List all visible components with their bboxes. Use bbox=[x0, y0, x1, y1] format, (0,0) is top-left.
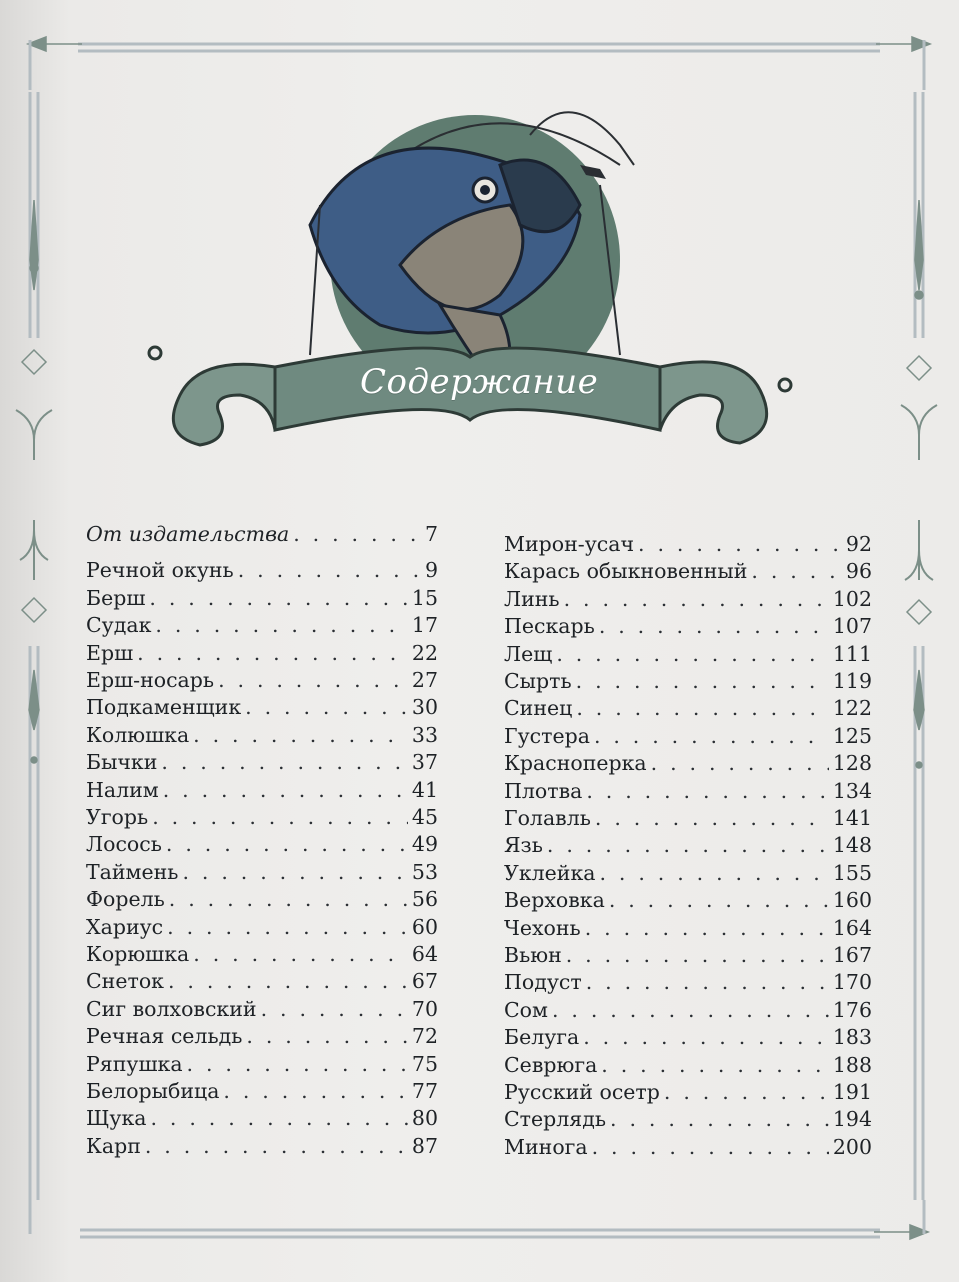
toc-entry-page-number: 27 bbox=[411, 668, 438, 692]
toc-entry-title: Подкаменщик bbox=[86, 695, 242, 720]
toc-entry-title: Сырть bbox=[504, 669, 572, 693]
toc-entry-title: Лосось bbox=[86, 832, 162, 857]
toc-entry-title: Плотва bbox=[504, 778, 583, 803]
toc-entry-title: Снеток bbox=[86, 969, 164, 994]
toc-entry-page-number: 67 bbox=[411, 969, 438, 994]
dot-leader bbox=[583, 1023, 829, 1051]
dot-leader bbox=[293, 520, 421, 548]
dot-leader bbox=[151, 1104, 408, 1132]
toc-entry-page-number: 141 bbox=[832, 806, 872, 830]
toc-entry-page-number: 70 bbox=[411, 996, 438, 1021]
dot-leader bbox=[576, 694, 829, 722]
dot-leader bbox=[638, 530, 842, 558]
dot-leader bbox=[182, 858, 407, 886]
toc-entry-title: Хариус bbox=[86, 914, 164, 939]
toc-entry-title: Речной окунь bbox=[86, 558, 234, 583]
toc-entry-title: Карп bbox=[86, 1133, 141, 1158]
toc-entry-page-number: 194 bbox=[832, 1107, 872, 1132]
toc-entry bbox=[86, 693, 438, 721]
dot-leader bbox=[246, 1022, 408, 1050]
toc-entry-page-number: 45 bbox=[411, 805, 438, 829]
toc-entry-page-number: 53 bbox=[411, 859, 438, 884]
toc-entry bbox=[504, 1051, 872, 1079]
toc-entry-page-number: 22 bbox=[411, 640, 438, 665]
dot-leader bbox=[547, 831, 829, 859]
toc-entry-page-number: 92 bbox=[845, 532, 872, 556]
dot-leader bbox=[218, 666, 408, 694]
dot-leader bbox=[595, 804, 829, 832]
toc-entry bbox=[504, 640, 872, 668]
toc-entry-page-number: 176 bbox=[832, 997, 872, 1022]
toc-entry-title: Сом bbox=[504, 997, 548, 1022]
toc-entry-page-number: 167 bbox=[832, 943, 872, 967]
toc-entry-title: Верховка bbox=[504, 888, 605, 913]
toc-entry bbox=[504, 968, 872, 996]
toc-entry-page-number: 77 bbox=[411, 1079, 438, 1103]
toc-entry bbox=[504, 914, 872, 942]
dot-leader bbox=[601, 1051, 829, 1079]
toc-entry-title: Таймень bbox=[86, 859, 179, 884]
dot-leader bbox=[245, 693, 408, 721]
toc-entry-title: Пескарь bbox=[504, 614, 595, 639]
toc-entry-page-number: 87 bbox=[411, 1133, 438, 1158]
toc-entry bbox=[86, 1022, 438, 1050]
toc-entry-page-number: 160 bbox=[832, 888, 872, 913]
dot-leader bbox=[168, 967, 408, 995]
toc-entry bbox=[86, 830, 438, 858]
toc-entry-title: Ерш-носарь bbox=[86, 668, 215, 692]
toc-entry bbox=[504, 667, 872, 695]
toc-entry bbox=[504, 1078, 872, 1106]
toc-entry bbox=[86, 858, 438, 886]
toc-entry-page-number: 111 bbox=[832, 641, 872, 666]
toc-entry bbox=[504, 749, 872, 777]
toc-entry-title: Ерш bbox=[86, 640, 134, 665]
toc-entry bbox=[86, 913, 438, 941]
toc-entry bbox=[86, 1132, 438, 1160]
page-heading: Содержание bbox=[360, 362, 599, 402]
dot-leader bbox=[576, 667, 829, 695]
dot-leader bbox=[610, 1105, 829, 1133]
toc-entry bbox=[86, 611, 438, 639]
dot-leader bbox=[238, 556, 421, 584]
toc-entry bbox=[86, 995, 438, 1023]
toc-entry-title: Минога bbox=[504, 1134, 588, 1159]
dot-leader bbox=[163, 776, 408, 804]
toc-entry-page-number: 188 bbox=[832, 1052, 872, 1077]
toc-entry-title: Колюшка bbox=[86, 722, 190, 747]
toc-entry-title: Голавль bbox=[504, 806, 591, 830]
dot-leader bbox=[193, 940, 408, 968]
toc-entry bbox=[86, 1104, 438, 1132]
toc-entry-page-number: 37 bbox=[411, 750, 438, 775]
toc-entry-title: Щука bbox=[86, 1106, 147, 1131]
toc-entry-page-number: 96 bbox=[845, 559, 872, 584]
toc-entry bbox=[504, 1023, 872, 1051]
toc-entry bbox=[86, 776, 438, 804]
toc-entry bbox=[504, 996, 872, 1024]
dot-leader bbox=[149, 584, 408, 612]
toc-entry-page-number: 80 bbox=[411, 1106, 438, 1131]
toc-entry bbox=[86, 520, 438, 548]
dot-leader bbox=[585, 914, 829, 942]
toc-entry-title: Белорыбица bbox=[86, 1079, 220, 1103]
toc-entry-page-number: 148 bbox=[832, 833, 872, 858]
toc-entry-title: Налим bbox=[86, 777, 159, 802]
toc-entry bbox=[86, 967, 438, 995]
toc-entry-page-number: 64 bbox=[411, 942, 438, 966]
dot-leader bbox=[167, 913, 408, 941]
toc-entry-title: Густера bbox=[504, 723, 590, 748]
dot-leader bbox=[751, 557, 842, 585]
dot-leader bbox=[594, 722, 829, 750]
dot-leader bbox=[145, 1132, 408, 1160]
toc-entry-title: Белуга bbox=[504, 1025, 580, 1050]
toc-entry-page-number: 17 bbox=[411, 613, 438, 638]
toc-entry bbox=[86, 748, 438, 776]
toc-entry-page-number: 7 bbox=[424, 522, 438, 546]
toc-entry-page-number: 49 bbox=[411, 832, 438, 857]
toc-entry bbox=[86, 584, 438, 612]
toc-entry bbox=[504, 694, 872, 722]
toc-entry-title: Карась обыкновенный bbox=[504, 559, 748, 584]
toc-entry bbox=[504, 804, 872, 832]
toc-entry bbox=[504, 886, 872, 914]
toc-entry-title: Бычки bbox=[86, 750, 158, 775]
toc-entry bbox=[86, 639, 438, 667]
toc-entry-title: Чехонь bbox=[504, 915, 581, 940]
toc-entry bbox=[504, 1105, 872, 1133]
dot-leader bbox=[586, 777, 829, 805]
toc-entry-page-number: 41 bbox=[411, 777, 438, 802]
toc-entry-title: Севрюга bbox=[504, 1052, 598, 1077]
toc-entry bbox=[504, 530, 872, 558]
dot-leader bbox=[187, 1050, 408, 1078]
toc-entry-page-number: 102 bbox=[832, 586, 872, 611]
dot-leader bbox=[161, 748, 407, 776]
toc-entry-title: Русский осетр bbox=[504, 1080, 660, 1104]
dot-leader bbox=[564, 585, 829, 613]
toc-entry bbox=[504, 557, 872, 585]
toc-entry bbox=[504, 777, 872, 805]
toc-entry-title: От издательства bbox=[86, 522, 290, 546]
toc-entry-page-number: 191 bbox=[832, 1080, 872, 1104]
toc-entry-page-number: 200 bbox=[832, 1134, 872, 1159]
toc-entry-page-number: 155 bbox=[832, 860, 872, 885]
dot-leader bbox=[223, 1077, 407, 1105]
dot-leader bbox=[592, 1133, 829, 1161]
toc-entry-title: Лещ bbox=[504, 641, 553, 666]
toc-entry-page-number: 72 bbox=[411, 1024, 438, 1049]
toc-entry-title: Сиг волховский bbox=[86, 996, 257, 1021]
toc-entry-page-number: 56 bbox=[411, 887, 438, 912]
dot-leader bbox=[261, 995, 408, 1023]
toc-entry-title: Корюшка bbox=[86, 942, 190, 966]
toc-entry-title: Линь bbox=[504, 586, 560, 611]
dot-leader bbox=[651, 749, 829, 777]
toc-entry-page-number: 183 bbox=[832, 1025, 872, 1050]
toc-entry bbox=[504, 831, 872, 859]
toc-entry-page-number: 164 bbox=[832, 915, 872, 940]
toc-entry-title: Синец bbox=[504, 696, 573, 721]
toc-entry bbox=[504, 859, 872, 887]
toc-entry bbox=[86, 721, 438, 749]
toc-entry-page-number: 33 bbox=[411, 722, 438, 747]
toc-entry-title: Мирон-усач bbox=[504, 532, 635, 556]
toc-entry-title: Стерлядь bbox=[504, 1107, 607, 1132]
dot-leader bbox=[166, 830, 408, 858]
dot-leader bbox=[137, 639, 408, 667]
toc-entry bbox=[504, 941, 872, 969]
dot-leader bbox=[552, 996, 829, 1024]
dot-leader bbox=[152, 803, 408, 831]
toc-entry-page-number: 107 bbox=[832, 614, 872, 639]
toc-entry-page-number: 134 bbox=[832, 778, 872, 803]
toc-entry-title: Подуст bbox=[504, 970, 582, 995]
toc-entry bbox=[86, 556, 438, 584]
fish-emblem-illustration bbox=[140, 95, 800, 475]
toc-entry bbox=[86, 1050, 438, 1078]
toc-entry bbox=[86, 1077, 438, 1105]
toc-entry-page-number: 125 bbox=[832, 723, 872, 748]
toc-entry bbox=[86, 940, 438, 968]
toc-entry-title: Судак bbox=[86, 613, 152, 638]
toc-entry-page-number: 75 bbox=[411, 1051, 438, 1076]
dot-leader bbox=[664, 1078, 829, 1106]
dot-leader bbox=[599, 612, 829, 640]
toc-entry-page-number: 119 bbox=[832, 669, 872, 693]
toc-entry-title: Язь bbox=[504, 833, 543, 858]
toc-entry-title: Вьюн bbox=[504, 943, 562, 967]
toc-entry-page-number: 30 bbox=[411, 695, 438, 720]
toc-entry-title: Ряпушка bbox=[86, 1051, 183, 1076]
toc-entry bbox=[86, 666, 438, 694]
toc-entry-title: Речная сельдь bbox=[86, 1024, 243, 1049]
dot-leader bbox=[169, 885, 408, 913]
toc-entry bbox=[504, 585, 872, 613]
toc-entry-title: Уклейка bbox=[504, 860, 596, 885]
toc-entry bbox=[504, 722, 872, 750]
dot-leader bbox=[599, 859, 828, 887]
toc-entry-page-number: 15 bbox=[411, 585, 438, 610]
dot-leader bbox=[609, 886, 829, 914]
toc-entry-page-number: 128 bbox=[832, 751, 872, 776]
dot-leader bbox=[586, 968, 829, 996]
toc-entry bbox=[86, 803, 438, 831]
toc-entry bbox=[504, 1133, 872, 1161]
dot-leader bbox=[566, 941, 829, 969]
toc-entry-title: Берш bbox=[86, 585, 146, 610]
toc-entry bbox=[504, 612, 872, 640]
toc-entry-title: Форель bbox=[86, 887, 165, 912]
toc-entry-title: Угорь bbox=[86, 805, 149, 829]
dot-leader bbox=[556, 640, 829, 668]
toc-entry-title: Красноперка bbox=[504, 751, 647, 776]
toc-entry-page-number: 122 bbox=[832, 696, 872, 721]
dot-leader bbox=[193, 721, 408, 749]
toc-entry-page-number: 9 bbox=[424, 558, 438, 583]
toc-entry-page-number: 170 bbox=[832, 970, 872, 995]
toc-entry-page-number: 60 bbox=[411, 914, 438, 939]
dot-leader bbox=[155, 611, 408, 639]
toc-entry bbox=[86, 885, 438, 913]
